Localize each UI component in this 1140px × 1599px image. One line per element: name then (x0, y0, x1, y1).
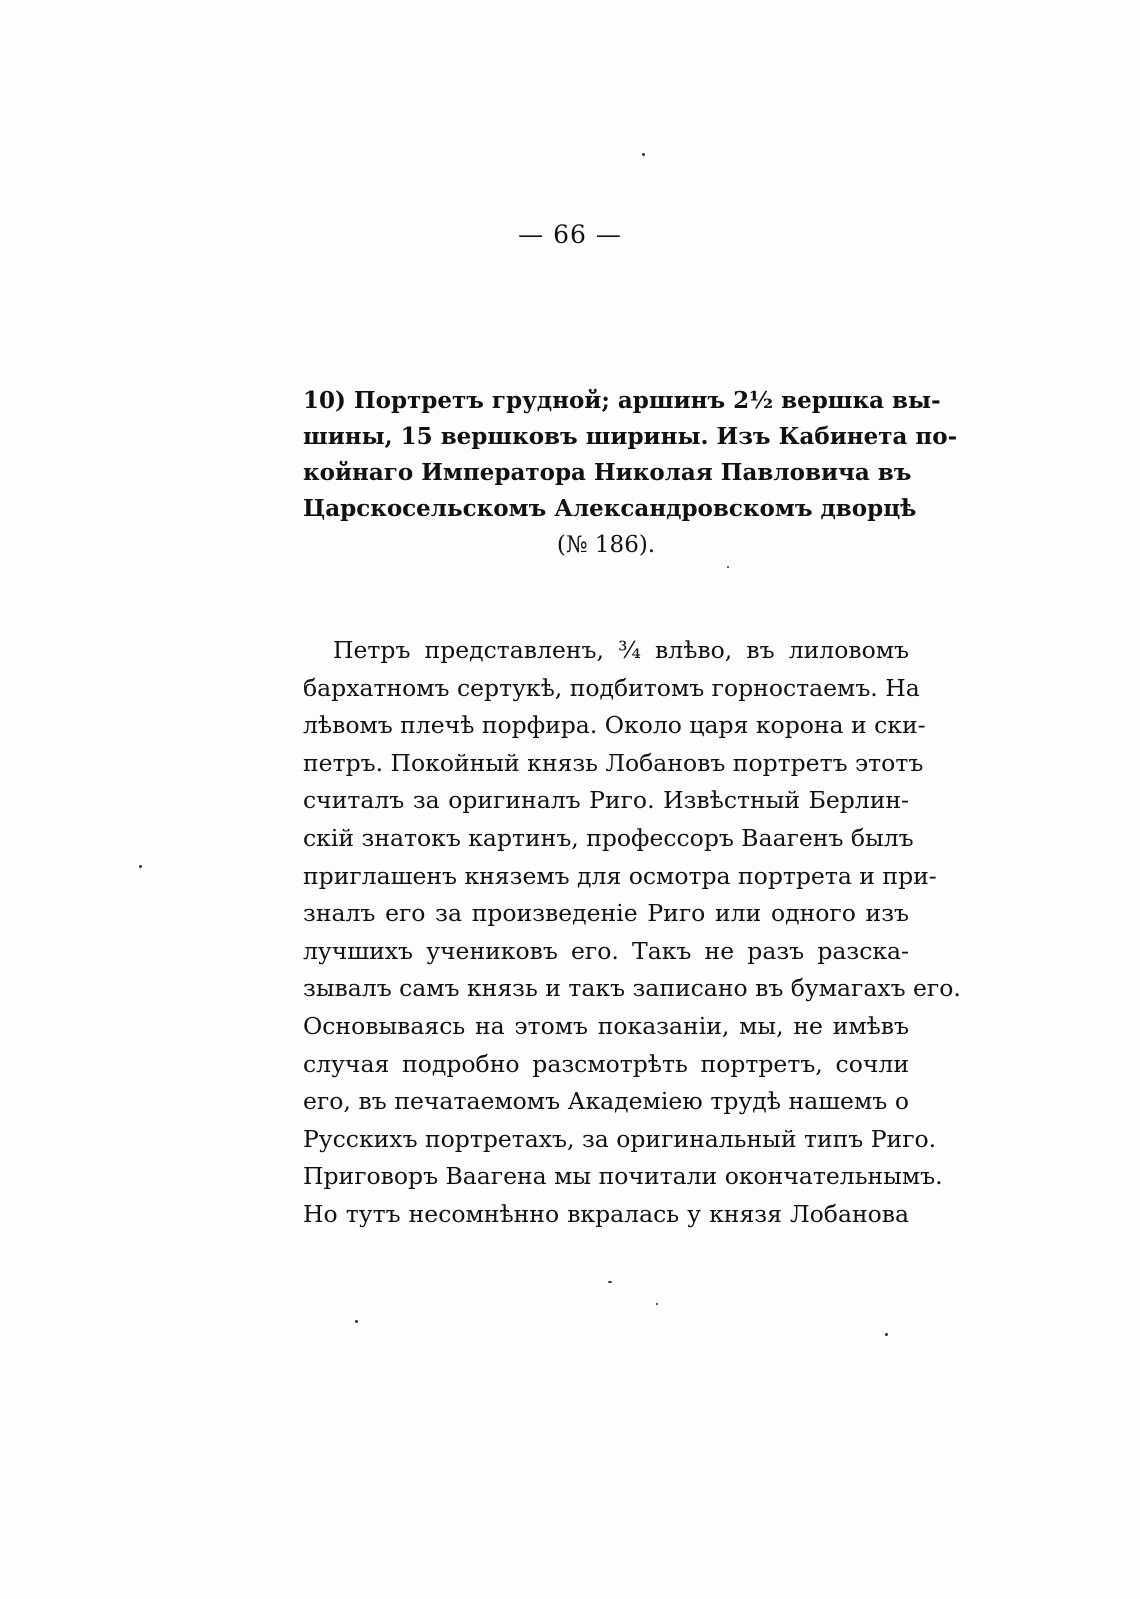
body-line: петръ. Покойный князь Лобановъ портретъ этотъ (303, 748, 924, 777)
scan-speck (355, 1320, 358, 1323)
body-line: Русскихъ портретахъ, за оригинальный типъ Риго. (303, 1124, 937, 1153)
heading-line: шины, 15 вершковъ ширины. Изъ Кабинета по- (303, 423, 958, 450)
body-line: скій знатокъ картинъ, профессоръ Ваагенъ былъ (303, 823, 914, 852)
body-line: приглашенъ княземъ для осмотра портрета и при- (303, 861, 937, 890)
body-line: лѣвомъ плечѣ порфира. Около царя корона и ски- (303, 711, 926, 740)
scan-speck (656, 1303, 658, 1305)
body-line: его, въ печатаемомъ Академіею трудѣ нашемъ о (303, 1087, 909, 1116)
entry-heading (303, 383, 958, 563)
body-line: бархатномъ сертукѣ, подбитомъ горностаемъ. На (303, 673, 920, 702)
body-line: лучшихъ учениковъ его. Такъ не разъ разска- (303, 936, 909, 965)
scan-speck (608, 1281, 612, 1283)
body-line: Приговоръ Ваагена мы почитали окончательнымъ. (303, 1162, 943, 1191)
body-line: Основываясь на этомъ показаніи, мы, не имѣвъ (303, 1011, 909, 1040)
page-number: — 66 — (518, 220, 622, 249)
catalog-number: (№ 186). (556, 532, 656, 558)
body-line: считалъ за оригиналъ Риго. Извѣстный Берлин- (303, 786, 909, 815)
heading-line: 10) Портретъ грудной; аршинъ 2½ вершка вы- (303, 387, 941, 414)
body-line: Петръ представленъ, ¾ влѣво, въ лиловомъ (333, 636, 909, 664)
heading-line: Царскосельскомъ Александровскомъ дворцѣ (303, 495, 917, 522)
body-line: зывалъ самъ князь и такъ записано въ бумагахъ его. (303, 974, 961, 1003)
heading-line: койнаго Императора Николая Павловича въ (303, 459, 912, 486)
scan-speck (642, 153, 645, 156)
body-line: случая подробно разсмотрѣть портретъ, сочли (303, 1049, 909, 1078)
scan-speck (727, 566, 729, 568)
scan-speck (885, 1333, 888, 1336)
body-line: Но тутъ несомнѣнно вкралась у князя Лобанова (303, 1199, 909, 1228)
scan-speck (139, 865, 142, 868)
body-line: зналъ его за произведеніе Риго или одного изъ (303, 899, 909, 928)
body-paragraph (303, 632, 961, 1234)
